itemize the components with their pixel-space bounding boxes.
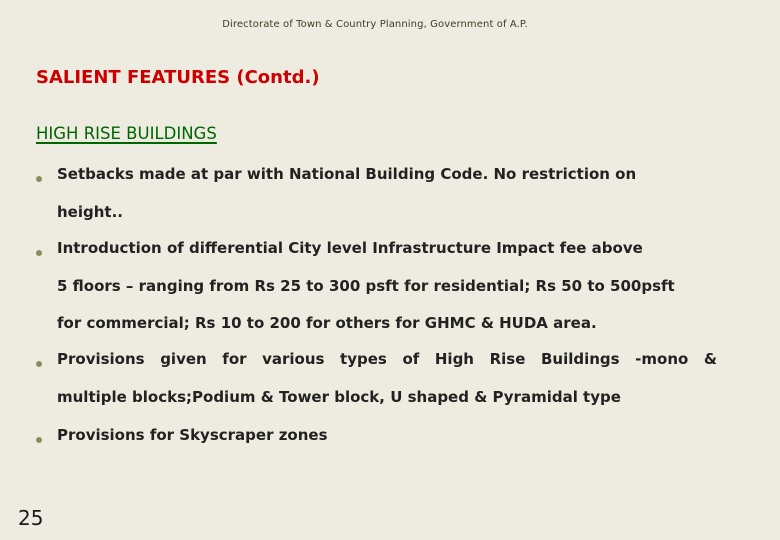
slide-title: SALIENT FEATURES (Contd.) bbox=[36, 67, 320, 88]
org-header: Directorate of Town & Country Planning, Government of A.P. bbox=[222, 19, 528, 30]
bullet-icon bbox=[36, 437, 42, 443]
bullet-icon bbox=[36, 250, 42, 256]
bullet-line: Introduction of differential City level Infrastructure Impact fee above bbox=[57, 239, 643, 257]
bullet-text bbox=[57, 417, 717, 455]
bullet-text bbox=[57, 156, 717, 231]
bullet-icon bbox=[36, 361, 42, 367]
bullet-line: for commercial; Rs 10 to 200 for others for GHMC & HUDA area. bbox=[57, 314, 597, 332]
bullet-text bbox=[57, 230, 717, 343]
bullet-icon bbox=[36, 176, 42, 182]
section-heading: HIGH RISE BUILDINGS bbox=[36, 124, 217, 143]
bullet-line: Setbacks made at par with National Building Code. No restriction on bbox=[57, 165, 637, 183]
bullet-line: height.. bbox=[57, 202, 123, 221]
bullet-line: 5 floors – ranging from Rs 25 to 300 psft for residential; Rs 50 to 500psft bbox=[57, 276, 675, 295]
bullet-line: Provisions for Skyscraper zones bbox=[57, 426, 328, 444]
page-number: 25 bbox=[18, 506, 44, 530]
bullet-line: multiple blocks;Podium & Tower block, U shaped & Pyramidal type bbox=[57, 387, 621, 406]
bullet-text bbox=[57, 341, 717, 416]
bullet-line: Provisions given for various types of High Rise Buildings -mono & bbox=[57, 350, 717, 368]
